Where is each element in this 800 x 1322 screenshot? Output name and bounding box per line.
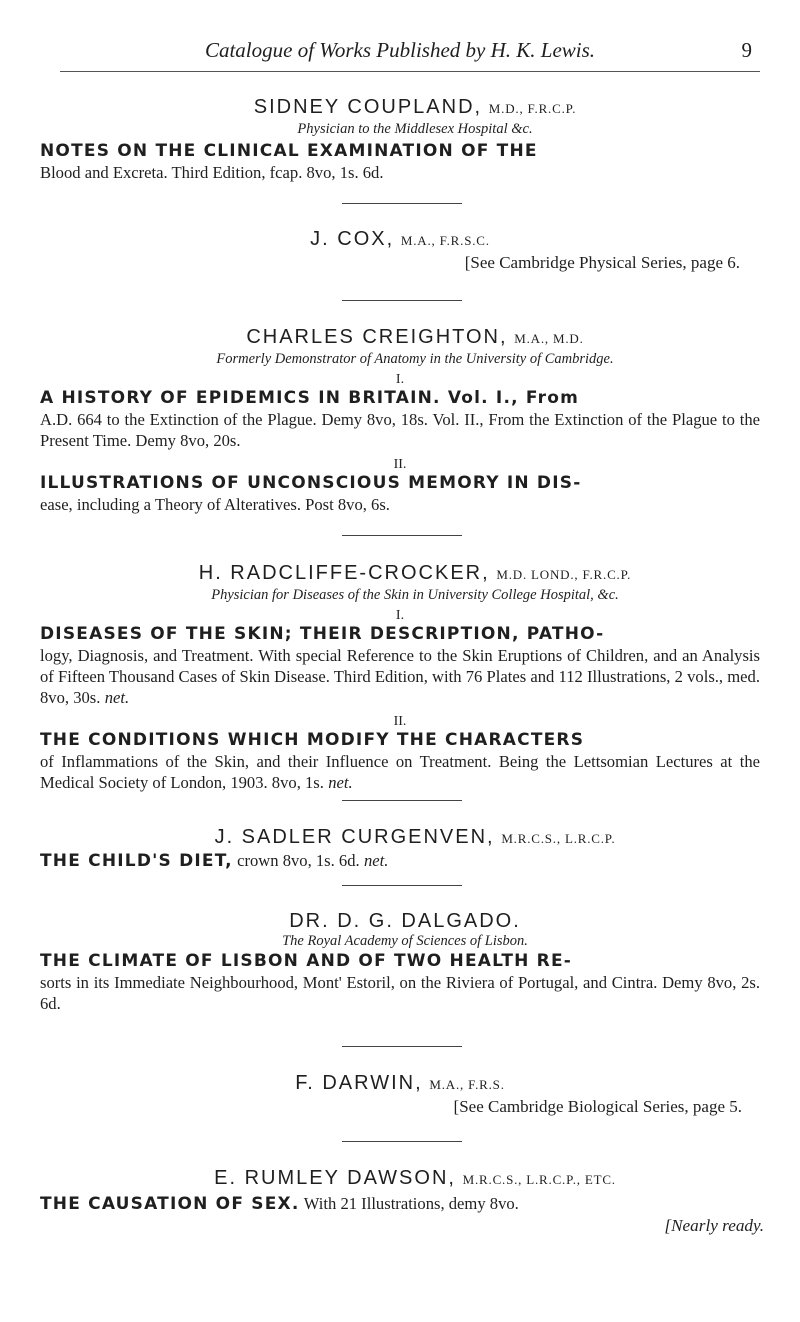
work-title: THE CLIMATE OF LISBON AND OF TWO HEALTH RE- — [40, 951, 573, 971]
author-affiliation: Physician to the Middlesex Hospital &c. — [297, 121, 533, 137]
section-rule — [342, 203, 462, 204]
entry-dalgado — [40, 910, 760, 1014]
work-text: Blood and Excreta. Third Edition, fcap. 8vo, 1s. 6d. — [40, 163, 384, 182]
entry-radcliffe-crocker — [40, 562, 760, 793]
work-text: sorts in its Immediate Neighbourhood, Mont' Estoril, on the Riviera of Portugal, and Cintra. Demy 8vo, 2s. 6d. — [40, 973, 760, 1013]
work-text: ease, including a Theory of Alteratives. Post 8vo, 6s. — [40, 495, 390, 514]
section-rule — [342, 800, 462, 801]
see-reference: [See Cambridge Physical Series, page 6. — [464, 253, 740, 272]
author-quals: M.R.C.S., L.R.C.P. — [501, 831, 616, 846]
section-rule — [342, 1141, 462, 1142]
work-entry — [40, 1193, 760, 1215]
section-rule — [342, 300, 462, 301]
author-quals: M.R.C.S., L.R.C.P., ETC. — [462, 1172, 616, 1187]
work-text: A.D. 664 to the Extinction of the Plague. Demy 8vo, 18s. Vol. II., From the Extinction of the Plague to the Present Time. Demy 8vo, 20s. — [40, 410, 760, 450]
author-heading — [40, 228, 760, 252]
entry-darwin — [40, 1072, 760, 1117]
author-name: F. DARWIN, — [295, 1072, 423, 1094]
net-label: net. — [328, 773, 353, 792]
author-heading — [70, 1167, 760, 1191]
work-title: THE CHILD'S DIET, — [40, 851, 233, 871]
section-rule — [342, 535, 462, 536]
page-number: 9 — [741, 38, 752, 62]
work-text: logy, Diagnosis, and Treatment. With special Reference to the Skin Eruptions of Children, and an Analysis of Fifteen Thousand Cases of Skin Disease. Third Edition, with 76 Plates and 112 Illustrations, 2 vols., med. 8vo, 30s. — [40, 646, 760, 707]
entry-coupland — [40, 96, 760, 183]
author-quals: M.D., F.R.C.P. — [488, 101, 577, 116]
net-label: net. — [363, 851, 389, 870]
work-number: I. — [395, 372, 405, 387]
author-quals: M.A., F.R.S. — [429, 1077, 505, 1092]
author-heading — [70, 562, 760, 586]
author-affiliation: Physician for Diseases of the Skin in University College Hospital, &c. — [211, 587, 619, 603]
header-rule — [60, 71, 760, 72]
author-name: CHARLES CREIGHTON, — [246, 326, 508, 348]
see-reference: [See Cambridge Biological Series, page 5. — [453, 1097, 742, 1116]
work-entry — [40, 387, 760, 451]
entry-dawson — [40, 1167, 764, 1236]
author-name: E. RUMLEY DAWSON, — [214, 1167, 456, 1189]
entry-cox — [40, 228, 760, 273]
author-affiliation: Formerly Demonstrator of Anatomy in the University of Cambridge. — [216, 351, 614, 367]
section-rule — [342, 1046, 462, 1047]
author-heading — [70, 96, 760, 120]
work-title: ILLUSTRATIONS OF UNCONSCIOUS MEMORY IN DIS- — [40, 473, 582, 493]
author-heading — [40, 1072, 760, 1096]
author-name: J. COX, — [310, 228, 395, 250]
entry-curgenven — [40, 826, 760, 872]
availability-note: [Nearly ready. — [664, 1216, 764, 1235]
author-name: H. RADCLIFFE-CROCKER, — [198, 562, 490, 584]
author-quals: M.A., M.D. — [514, 331, 584, 346]
author-affiliation: The Royal Academy of Sciences of Lisbon. — [282, 933, 528, 949]
work-title: DISEASES OF THE SKIN; THEIR DESCRIPTION, PATHO- — [40, 624, 605, 644]
author-heading — [50, 910, 760, 932]
work-entry — [40, 729, 760, 793]
author-name: SIDNEY COUPLAND, — [253, 96, 483, 118]
work-entry — [40, 950, 760, 1014]
author-heading — [70, 326, 760, 350]
work-title: THE CONDITIONS WHICH MODIFY THE CHARACTERS — [40, 730, 585, 750]
work-title: A HISTORY OF EPIDEMICS IN BRITAIN. Vol. I., From — [40, 388, 579, 408]
work-title: THE CAUSATION OF SEX. — [40, 1194, 300, 1214]
work-text: of Inflammations of the Skin, and their Influence on Treatment. Being the Lettsomian Lectures at the Medical Society of London, 1903. 8vo, 1s. — [40, 752, 760, 792]
section-rule — [342, 885, 462, 886]
work-number: II. — [393, 457, 407, 472]
author-quals: M.A., F.R.S.C. — [400, 233, 490, 248]
work-number: II. — [393, 714, 407, 729]
work-text: With 21 Illustrations, demy 8vo. — [303, 1194, 519, 1213]
author-quals: M.D. LOND., F.R.C.P. — [496, 567, 632, 582]
running-head — [40, 38, 760, 72]
author-name: DR. D. G. DALGADO. — [289, 910, 521, 932]
work-entry — [40, 850, 760, 872]
net-label: net. — [104, 688, 130, 707]
work-number: I. — [395, 608, 405, 623]
author-name: J. SADLER CURGENVEN, — [214, 826, 495, 848]
work-entry — [40, 472, 760, 515]
work-entry — [40, 623, 760, 708]
work-entry — [40, 140, 760, 183]
entry-creighton — [40, 326, 760, 515]
running-title: Catalogue of Works Published by H. K. Lewis. — [204, 38, 596, 62]
author-heading — [70, 826, 760, 850]
work-text: crown 8vo, 1s. 6d. — [237, 851, 360, 870]
work-title: NOTES ON THE CLINICAL EXAMINATION OF THE — [40, 141, 538, 161]
